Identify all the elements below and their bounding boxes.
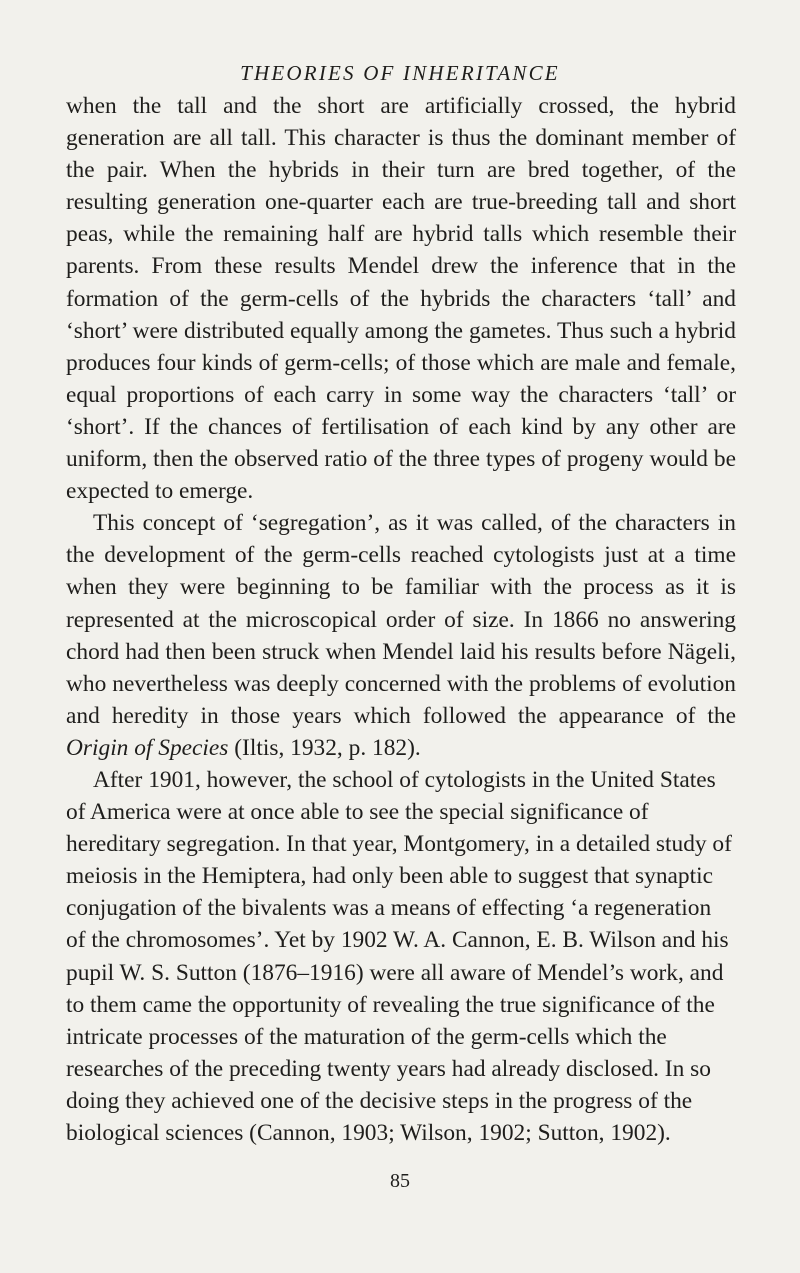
page-number: 85 bbox=[390, 1170, 410, 1192]
book-title-origin-of-species: Origin of Species bbox=[66, 734, 229, 761]
paragraph-3: After 1901, however, the school of cytologists in the United States of America were at once able to see the special significance of hereditary segregation. In that year, Montgomery, in a detailed study of meiosis in the Hemiptera, had only been able to suggest that synaptic conjugation of the bivalents was a means of effecting ‘a regeneration of the chromosomes’. Yet by 1902 W. A. Cannon, E. B. Wilson and his pupil W. S. Sutton (1876–1916) were all aware of Mendel’s work, and to them came the opportunity of revealing the true significance of the intricate processes of the maturation of the germ-cells which the researches of the preceding twenty years had already disclosed. In so doing they achieved one of the decisive steps in the progress of the biological sciences (Cannon, 1903; Wilson, 1902; Sutton, 1902). bbox=[66, 766, 732, 1146]
paragraph-1: when the tall and the short are artificially crossed, the hybrid generation are all tall. This character is thus the dominant member of the pair. When the hybrids in their turn are bred together, of the resulting generation one-quarter each are true-breeding tall and short peas, while the remaining half are hybrid talls which resemble their parents. From these results Mendel drew the inference that in the formation of the germ-cells of the hybrids the characters ‘tall’ and ‘short’ were distributed equally among the gametes. Thus such a hybrid produces four kinds of germ-cells; of those which are male and female, equal proportions of each carry in some way the characters ‘tall’ or ‘short’. If the chances of fertilisation of each kind by any other are uniform, then the observed ratio of the three types of progeny would be expected to emerge. bbox=[66, 93, 736, 505]
paragraph-2-text-after: (Iltis, 1932, p. 182). bbox=[228, 734, 421, 761]
paragraph-2-text-before: This concept of ‘segregation’, as it was called, of the characters in the development of the germ-cells reached cytologists just at a time when they were beginning to be familiar with the process as it is represented at the microscopical order of size. In 1866 no answering chord had then been struck when Mendel laid his results before Nägeli, who nevertheless was deeply concerned with the problems of evolution and heredity in those years which followed the appearance of the bbox=[66, 510, 736, 729]
paragraph-2 bbox=[66, 507, 736, 764]
running-head: THEORIES OF INHERITANCE bbox=[240, 61, 560, 85]
body-text bbox=[66, 90, 736, 1149]
